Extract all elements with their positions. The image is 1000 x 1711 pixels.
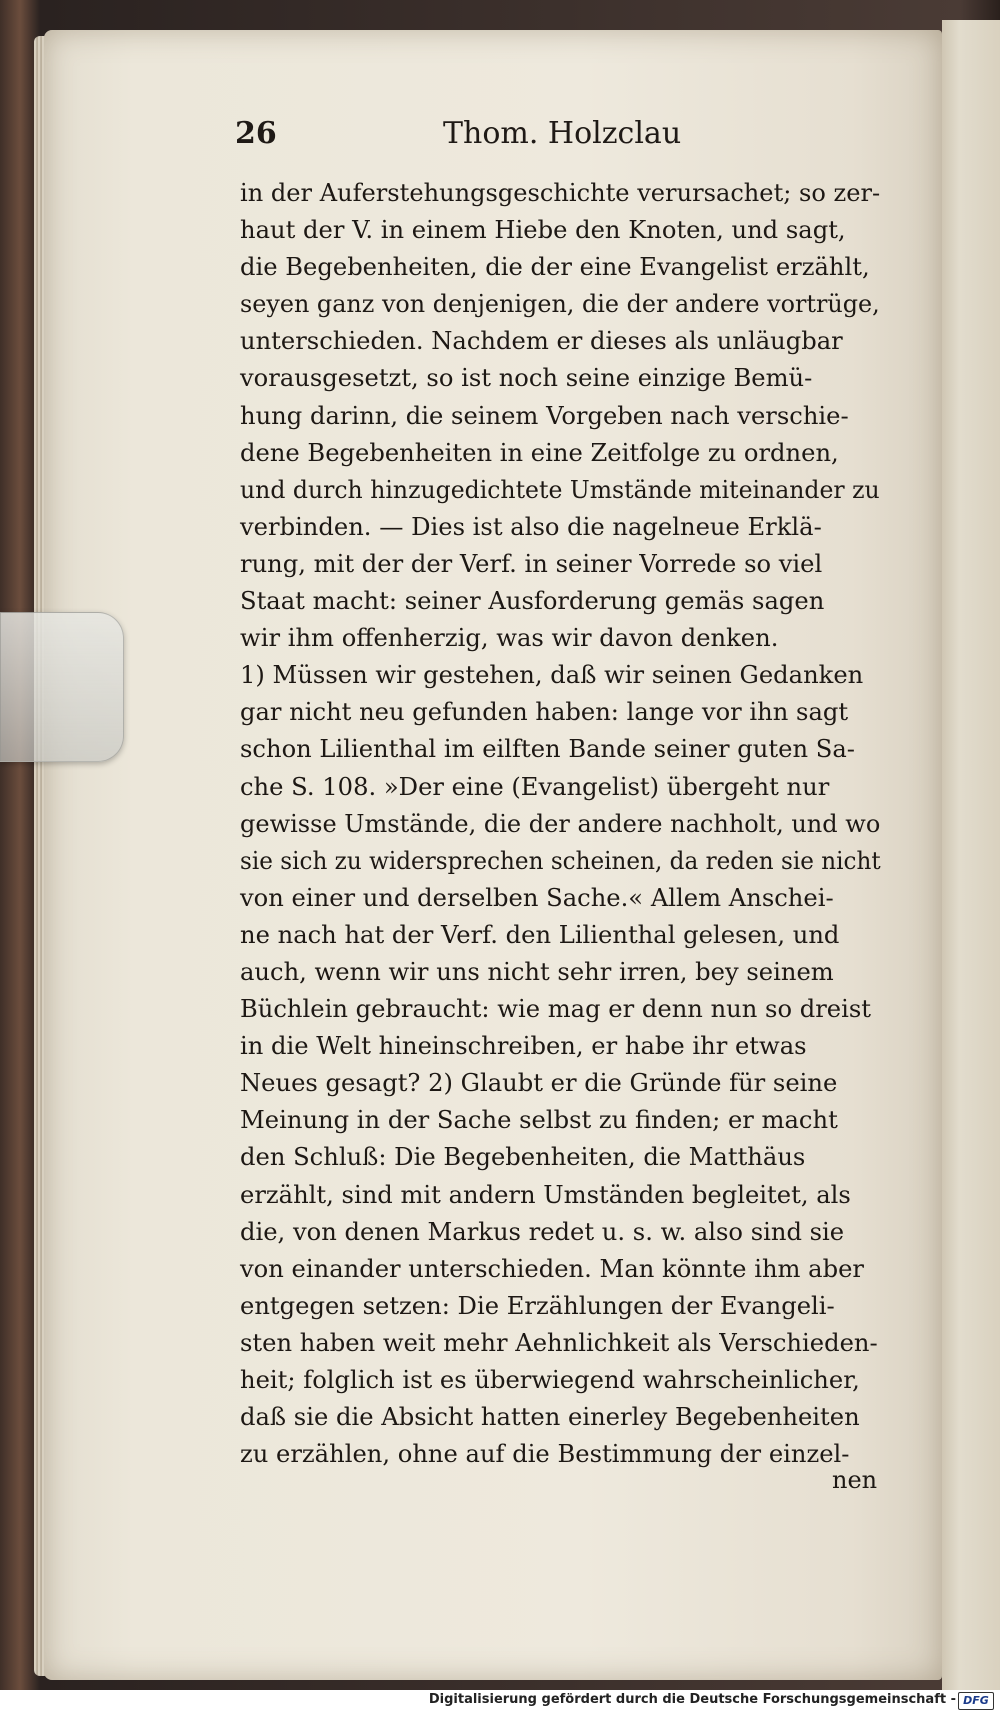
text-line: und durch hinzugedichtete Umstände miteinander zu: [240, 474, 880, 504]
text-line: verbinden. — Dies ist also die nagelneue Erklä-: [240, 511, 822, 541]
text-line: entgegen setzen: Die Erzählungen der Evangeli-: [240, 1290, 835, 1320]
text-line: unterschieden. Nachdem er dieses als unläugbar: [240, 326, 843, 356]
funding-note: Digitalisierung gefördert durch die Deutsche Forschungsgemeinschaft -: [428, 1692, 956, 1707]
text-line: erzählt, sind mit andern Umständen begleitet, als: [240, 1179, 851, 1209]
text-line: Neues gesagt? 2) Glaubt er die Gründe für seine: [240, 1068, 838, 1098]
body-text: [240, 174, 888, 1472]
text-line: che S. 108. »Der eine (Evangelist) übergeht nur: [240, 771, 830, 801]
running-head: Thom. Holzclau: [443, 116, 682, 151]
text-line: von einander unterschieden. Man könnte ihm aber: [240, 1253, 865, 1283]
page-clip: [0, 612, 124, 762]
text-line: Büchlein gebraucht: wie mag er denn nun so dreist: [240, 994, 872, 1024]
text-line: in die Welt hineinschreiben, er habe ihr etwas: [240, 1031, 807, 1061]
dfg-logo: DFG: [958, 1692, 994, 1710]
text-line: auch, wenn wir uns nicht sehr irren, bey seinem: [240, 956, 834, 986]
text-line: wir ihm offenherzig, was wir davon denken.: [240, 623, 779, 653]
text-line: gewisse Umstände, die der andere nachholt, und wo: [240, 808, 881, 838]
page-number: 26: [235, 116, 277, 151]
text-line: von einer und derselben Sache.« Allem Anschei-: [240, 882, 834, 912]
text-line: vorausgesetzt, so ist noch seine einzige Bemü-: [240, 363, 813, 393]
text-line: schon Lilienthal im eilften Bande seiner guten Sa-: [240, 734, 855, 764]
footer-bar: [0, 1690, 1000, 1711]
text-line: ne nach hat der Verf. den Lilienthal gelesen, und: [240, 919, 840, 949]
text-line: in der Auferstehungsgeschichte verursachet; so zer-: [240, 178, 881, 207]
text-line: den Schluß: Die Begebenheiten, die Matthäus: [240, 1142, 806, 1172]
text-line: sten haben weit mehr Aehnlichkeit als Verschieden-: [240, 1327, 878, 1357]
text-line: dene Begebenheiten in eine Zeitfolge zu ordnen,: [240, 437, 839, 467]
text-line: daß sie die Absicht hatten einerley Begebenheiten: [240, 1402, 860, 1432]
text-line: die, von denen Markus redet u. s. w. also sind sie: [240, 1216, 845, 1246]
catchword: nen: [832, 1466, 878, 1494]
text-line: hung darinn, die seinem Vorgeben nach verschie-: [240, 400, 849, 430]
text-line: rung, mit der der Verf. in seiner Vorrede so viel: [240, 548, 823, 578]
page-header: [235, 116, 855, 160]
text-line: zu erzählen, ohne auf die Bestimmung der einzel-: [240, 1439, 850, 1469]
text-line: 1) Müssen wir gestehen, daß wir seinen Gedanken: [240, 660, 864, 690]
text-line: heit; folglich ist es überwiegend wahrscheinlicher,: [240, 1365, 860, 1394]
text-line: seyen ganz von denjenigen, die der andere vortrüge,: [240, 289, 880, 319]
text-line: die Begebenheiten, die der eine Evangelist erzählt,: [240, 252, 870, 282]
text-line: gar nicht neu gefunden haben: lange vor ihn sagt: [240, 697, 849, 727]
text-line: sie sich zu widersprechen scheinen, da reden sie nicht: [240, 845, 881, 875]
text-line: Staat macht: seiner Ausforderung gemäs sagen: [240, 586, 825, 616]
adjacent-page-edge: [942, 20, 1000, 1690]
text-line: haut der V. in einem Hiebe den Knoten, und sagt,: [240, 215, 846, 245]
text-line: Meinung in der Sache selbst zu finden; er macht: [240, 1105, 838, 1135]
